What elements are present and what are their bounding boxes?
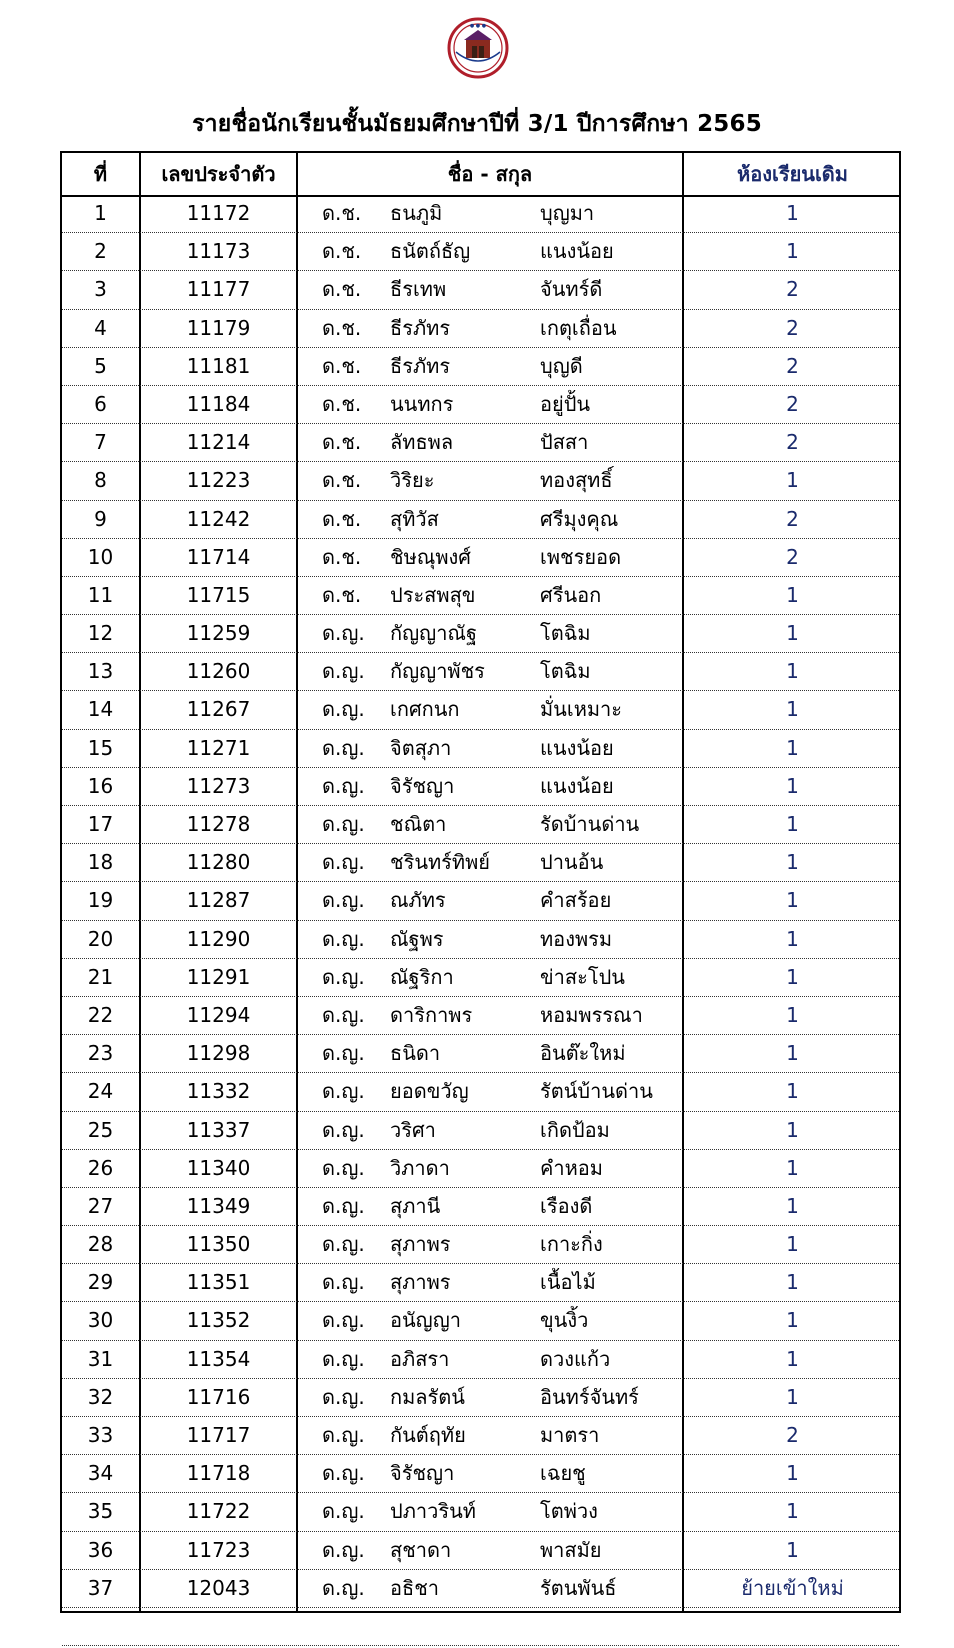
- student-previous-room: 2: [786, 1423, 799, 1447]
- student-prefix: ด.ญ.: [322, 1232, 365, 1257]
- student-prefix: ด.ช.: [322, 430, 362, 455]
- student-id: 11271: [186, 735, 251, 760]
- table-row: [62, 1073, 899, 1111]
- student-previous-room: 1: [786, 201, 799, 225]
- student-prefix: ด.ช.: [322, 544, 362, 569]
- student-id: 11298: [186, 1041, 251, 1066]
- student-first-name: อธิชา: [390, 1575, 440, 1600]
- student-id: 11354: [186, 1346, 251, 1371]
- student-last-name: โตฉิม: [540, 621, 591, 646]
- table-row: [62, 271, 899, 309]
- student-first-name: อนัญญา: [390, 1308, 461, 1333]
- student-prefix: ด.ญ.: [322, 1461, 365, 1486]
- student-last-name: ทองสุทธิ์: [540, 468, 613, 493]
- student-no: 20: [87, 926, 114, 951]
- table-row: [62, 233, 899, 271]
- student-no: 9: [94, 506, 107, 531]
- table-row: [62, 1150, 899, 1188]
- student-no: 32: [87, 1384, 114, 1409]
- student-id: 11260: [186, 659, 251, 684]
- student-prefix: ด.ญ.: [322, 1193, 365, 1218]
- header-name: ชื่อ - สกุล: [447, 162, 533, 186]
- student-first-name: อภิสรา: [390, 1346, 450, 1371]
- student-first-name: ยอดขวัญ: [390, 1079, 469, 1104]
- student-last-name: ปานอ้น: [540, 850, 604, 875]
- student-table: [60, 151, 901, 1613]
- student-prefix: ด.ญ.: [322, 1423, 365, 1447]
- student-first-name: ณัฐริกา: [390, 964, 454, 989]
- student-last-name: หอมพรรณา: [540, 1002, 643, 1027]
- table-row: [62, 844, 899, 882]
- student-last-name: มาตรา: [540, 1423, 600, 1447]
- student-first-name: จิรัชญา: [390, 773, 455, 798]
- student-no: 5: [94, 353, 107, 378]
- student-id: 11718: [186, 1461, 251, 1486]
- student-last-name: บุญมา: [540, 201, 595, 225]
- student-previous-room: 2: [786, 277, 799, 302]
- student-previous-room: 1: [786, 1041, 799, 1066]
- table-row: [62, 348, 899, 386]
- table-row: [62, 386, 899, 424]
- table-row: [62, 1379, 899, 1417]
- student-last-name: ขุนงิ้ว: [540, 1308, 589, 1333]
- student-prefix: ด.ญ.: [322, 1346, 365, 1371]
- student-no: 24: [87, 1079, 114, 1104]
- student-previous-room: 1: [786, 659, 799, 684]
- student-last-name: รัดบ้านด่าน: [540, 812, 640, 836]
- student-id: 11716: [186, 1384, 251, 1409]
- student-no: 23: [87, 1041, 114, 1066]
- table-row: [62, 1570, 899, 1608]
- student-prefix: ด.ญ.: [322, 812, 365, 836]
- student-previous-room: 1: [786, 773, 799, 798]
- table-row: [62, 921, 899, 959]
- table-row: [62, 959, 899, 997]
- student-id: 11173: [186, 239, 251, 264]
- student-id: 11214: [186, 430, 251, 455]
- student-no: 15: [87, 735, 114, 760]
- student-first-name: สุภาพร: [390, 1232, 451, 1257]
- student-last-name: เฉยชู: [540, 1461, 586, 1486]
- table-row: [62, 1226, 899, 1264]
- table-row: [62, 615, 899, 653]
- student-last-name: แนงน้อย: [540, 773, 614, 798]
- student-no: 3: [94, 277, 107, 302]
- table-row: [62, 1035, 899, 1073]
- student-first-name: ณัฐพร: [390, 926, 444, 951]
- student-first-name: ปภาวรินท์: [390, 1499, 476, 1524]
- student-id: 11351: [186, 1270, 251, 1295]
- student-no: 11: [87, 582, 114, 607]
- student-last-name: ข่าสะโปน: [540, 964, 625, 989]
- student-no: 21: [87, 964, 114, 989]
- student-previous-room: 1: [786, 735, 799, 760]
- student-previous-room: 1: [786, 621, 799, 646]
- header-id: เลขประจำตัว: [161, 162, 276, 186]
- student-id: 11714: [186, 544, 251, 569]
- student-no: 7: [94, 430, 107, 455]
- student-no: 22: [87, 1002, 114, 1027]
- student-previous-room: 2: [786, 544, 799, 569]
- student-previous-room: 1: [786, 1499, 799, 1524]
- table-row: [62, 1188, 899, 1226]
- student-last-name: ทองพรม: [540, 926, 613, 951]
- student-previous-room: 1: [786, 1193, 799, 1218]
- student-no: 10: [87, 544, 114, 569]
- student-first-name: กันต์ฤทัย: [390, 1423, 466, 1447]
- table-row: [62, 806, 899, 844]
- student-previous-room: 1: [786, 468, 799, 493]
- student-no: 25: [87, 1117, 114, 1142]
- student-no: 8: [94, 468, 107, 493]
- student-prefix: ด.ช.: [322, 201, 362, 225]
- student-no: 12: [87, 621, 114, 646]
- student-id: 11350: [186, 1232, 251, 1257]
- student-id: 11349: [186, 1193, 251, 1218]
- student-previous-room: 2: [786, 391, 799, 416]
- student-last-name: รัตนพันธ์: [540, 1575, 617, 1600]
- student-prefix: ด.ช.: [322, 277, 362, 302]
- student-previous-room: 1: [786, 964, 799, 989]
- table-row: [62, 1455, 899, 1493]
- student-id: 11273: [186, 773, 251, 798]
- student-prefix: ด.ญ.: [322, 1117, 365, 1142]
- student-previous-room: 1: [786, 1461, 799, 1486]
- student-first-name: สุภาพร: [390, 1270, 451, 1295]
- student-no: 26: [87, 1155, 114, 1180]
- student-no: 28: [87, 1232, 114, 1257]
- student-id: 11340: [186, 1155, 251, 1180]
- student-previous-room: 2: [786, 430, 799, 455]
- student-id: 11242: [186, 506, 251, 531]
- student-first-name: ธนิดา: [390, 1041, 441, 1066]
- student-prefix: ด.ญ.: [322, 888, 365, 913]
- student-first-name: ลัทธพล: [390, 430, 454, 455]
- table-header: [62, 153, 899, 197]
- student-id: 11181: [186, 353, 251, 378]
- table-row: [62, 1112, 899, 1150]
- student-previous-room: 1: [786, 1155, 799, 1180]
- student-last-name: แนงน้อย: [540, 735, 614, 760]
- student-id: 11280: [186, 850, 251, 875]
- student-no: 17: [87, 812, 114, 836]
- student-last-name: ดวงแก้ว: [540, 1346, 611, 1371]
- student-prefix: ด.ช.: [322, 353, 362, 378]
- student-id: 11291: [186, 964, 251, 989]
- student-prefix: ด.ญ.: [322, 773, 365, 798]
- student-last-name: ศรีนอก: [540, 582, 602, 607]
- table-row: [62, 462, 899, 500]
- student-id: 11715: [186, 582, 251, 607]
- student-no: 16: [87, 773, 114, 798]
- student-prefix: ด.ช.: [322, 506, 362, 531]
- student-last-name: คำหอม: [540, 1155, 603, 1180]
- table-row: [62, 691, 899, 729]
- student-prefix: ด.ญ.: [322, 850, 365, 875]
- student-previous-room: 2: [786, 353, 799, 378]
- student-last-name: แนงน้อย: [540, 239, 614, 264]
- student-last-name: จันทร์ดี: [540, 277, 603, 302]
- student-previous-room: 1: [786, 239, 799, 264]
- student-last-name: ศรีมุงคุณ: [540, 506, 619, 531]
- student-last-name: ปัสสา: [540, 430, 589, 455]
- student-id: 11172: [186, 201, 251, 225]
- student-id: 11723: [186, 1537, 251, 1562]
- student-previous-room: 1: [786, 1270, 799, 1295]
- table-row: [62, 577, 899, 615]
- student-previous-room: 1: [786, 1537, 799, 1562]
- student-id: [141, 1608, 296, 1645]
- student-prefix: ด.ช.: [322, 468, 362, 493]
- student-no: 6: [94, 391, 107, 416]
- student-previous-room: 1: [786, 888, 799, 913]
- student-no: 13: [87, 659, 114, 684]
- student-previous-room: 1: [786, 926, 799, 951]
- student-prefix: ด.ญ.: [322, 1537, 365, 1562]
- student-id: 11267: [186, 697, 251, 722]
- student-prefix: ด.ญ.: [322, 964, 365, 989]
- student-no: 31: [87, 1346, 114, 1371]
- student-last-name: เรืองดี: [540, 1193, 593, 1218]
- student-prefix: ด.ช.: [322, 315, 362, 340]
- student-first-name: สุภานี: [390, 1193, 441, 1218]
- student-prefix: ด.ญ.: [322, 697, 365, 722]
- student-last-name: เนื้อไม้: [540, 1270, 596, 1295]
- table-row: [62, 997, 899, 1035]
- student-first-name: กัญญาณัฐ: [390, 621, 478, 646]
- table-row: [62, 1302, 899, 1340]
- table-row: [62, 501, 899, 539]
- student-first-name: กมลรัตน์: [390, 1384, 465, 1409]
- student-last-name: พาสมัย: [540, 1537, 602, 1562]
- student-last-name: อินทร์จันทร์: [540, 1384, 639, 1409]
- table-row: [62, 882, 899, 920]
- student-no: 30: [87, 1308, 114, 1333]
- student-prefix: ด.ช.: [322, 239, 362, 264]
- table-row: [62, 424, 899, 462]
- student-previous-room: 1: [786, 1079, 799, 1104]
- student-id: 11184: [186, 391, 251, 416]
- student-prefix: ด.ญ.: [322, 659, 365, 684]
- student-prefix: ด.ญ.: [322, 1041, 365, 1066]
- student-first-name: ณภัทร: [390, 888, 446, 913]
- table-row: [62, 539, 899, 577]
- student-id: 12043: [186, 1575, 251, 1600]
- student-previous-room: 2: [786, 315, 799, 340]
- student-prefix: ด.ญ.: [322, 735, 365, 760]
- student-last-name: รัตน์บ้านด่าน: [540, 1079, 653, 1104]
- svg-text:● ● ●: ● ● ●: [469, 23, 487, 29]
- table-row: [62, 1341, 899, 1379]
- table-row: [62, 1417, 899, 1455]
- student-no: 36: [87, 1537, 114, 1562]
- student-first-name: ชรินทร์ทิพย์: [390, 850, 490, 875]
- student-first-name: ชิษณุพงศ์: [390, 544, 471, 569]
- student-prefix: ด.ช.: [322, 391, 362, 416]
- student-last-name: เพชรยอด: [540, 544, 622, 569]
- student-no: 4: [94, 315, 107, 340]
- student-first-name: ธนัตถ์ธัญ: [390, 239, 471, 264]
- student-prefix: ด.ญ.: [322, 1002, 365, 1027]
- student-no: 27: [87, 1193, 114, 1218]
- student-first-name: นนทกร: [390, 391, 454, 416]
- header-room: ห้องเรียนเดิม: [737, 162, 848, 186]
- student-no: 2: [94, 239, 107, 264]
- student-first-name: ดาริกาพร: [390, 1002, 473, 1027]
- student-previous-room: 2: [786, 506, 799, 531]
- student-last-name: คำสร้อย: [540, 888, 612, 913]
- table-row: [62, 653, 899, 691]
- table-row: [62, 310, 899, 348]
- student-id: 11259: [186, 621, 251, 646]
- student-previous-room: [684, 1608, 901, 1645]
- student-no: 19: [87, 888, 114, 913]
- student-prefix: ด.ญ.: [322, 1308, 365, 1333]
- student-first-name: ธีรภัทร: [390, 353, 451, 378]
- student-no: 34: [87, 1461, 114, 1486]
- student-no: 37: [87, 1575, 114, 1600]
- table-body: [62, 195, 899, 1646]
- student-id: 11179: [186, 315, 251, 340]
- student-last-name: เกาะกิ่ง: [540, 1232, 603, 1257]
- student-first-name: ธีรภัทร: [390, 315, 451, 340]
- student-previous-room: 1: [786, 850, 799, 875]
- student-previous-room: ย้ายเข้าใหม่: [741, 1575, 844, 1600]
- student-previous-room: 1: [786, 1384, 799, 1409]
- page-title: รายชื่อนักเรียนชั้นมัธยมศึกษาปีที่ 3/1 ปีการศึกษา 2565: [192, 111, 762, 137]
- student-id: 11278: [186, 812, 251, 836]
- student-first-name: วริศา: [390, 1117, 436, 1142]
- student-no: 33: [87, 1423, 114, 1447]
- student-no: [62, 1608, 139, 1645]
- student-id: 11290: [186, 926, 251, 951]
- student-id: 11223: [186, 468, 251, 493]
- student-previous-room: 1: [786, 1346, 799, 1371]
- student-id: 11287: [186, 888, 251, 913]
- student-previous-room: 1: [786, 582, 799, 607]
- student-first-name: กัญญาพัชร: [390, 659, 485, 684]
- student-first-name: ชณิตา: [390, 812, 447, 836]
- table-row: [62, 1532, 899, 1570]
- student-first-name: วิภาดา: [390, 1155, 450, 1180]
- student-id: 11294: [186, 1002, 251, 1027]
- student-prefix: ด.ญ.: [322, 926, 365, 951]
- student-id: 11177: [186, 277, 251, 302]
- student-previous-room: 1: [786, 1117, 799, 1142]
- student-previous-room: 1: [786, 1308, 799, 1333]
- student-prefix: ด.ญ.: [322, 621, 365, 646]
- student-first-name: ธีรเทพ: [390, 277, 447, 302]
- student-last-name: บุญดี: [540, 353, 583, 378]
- student-prefix: ด.ญ.: [322, 1384, 365, 1409]
- student-last-name: โตพ่วง: [540, 1499, 598, 1524]
- student-previous-room: 1: [786, 1232, 799, 1257]
- student-first-name: สุทิวัส: [390, 506, 439, 531]
- student-last-name: อินต๊ะใหม่: [540, 1041, 626, 1066]
- student-id: 11337: [186, 1117, 251, 1142]
- student-no: 14: [87, 697, 114, 722]
- table-row: [62, 1264, 899, 1302]
- student-first-name: วิริยะ: [390, 468, 435, 493]
- student-no: 18: [87, 850, 114, 875]
- student-id: 11352: [186, 1308, 251, 1333]
- student-prefix: ด.ญ.: [322, 1575, 365, 1600]
- student-first-name: เกศกนก: [390, 697, 460, 722]
- student-prefix: ด.ญ.: [322, 1079, 365, 1104]
- student-previous-room: 1: [786, 697, 799, 722]
- student-last-name: โตฉิม: [540, 659, 591, 684]
- student-prefix: ด.ญ.: [322, 1499, 365, 1524]
- student-previous-room: 1: [786, 812, 799, 836]
- table-row: [62, 195, 899, 233]
- student-prefix: ด.ช.: [322, 582, 362, 607]
- student-first-name: สุชาดา: [390, 1537, 452, 1562]
- student-last-name: เกิดป้อม: [540, 1117, 610, 1142]
- student-first-name: ธนภูมิ: [390, 201, 443, 225]
- student-previous-room: 1: [786, 1002, 799, 1027]
- table-row: [62, 730, 899, 768]
- school-logo: [446, 12, 510, 96]
- student-last-name: เกตุเถื่อน: [540, 315, 617, 340]
- student-first-name: จิตสุภา: [390, 735, 452, 760]
- table-row: [62, 768, 899, 806]
- table-row: [62, 1608, 899, 1646]
- student-id: 11722: [186, 1499, 251, 1524]
- student-id: 11717: [186, 1423, 251, 1447]
- student-no: 35: [87, 1499, 114, 1524]
- student-last-name: มั่นเหมาะ: [540, 697, 623, 722]
- student-prefix: ด.ญ.: [322, 1270, 365, 1295]
- student-no: 1: [94, 201, 107, 225]
- student-id: 11332: [186, 1079, 251, 1104]
- student-first-name: จิรัชญา: [390, 1461, 455, 1486]
- header-no: ที่: [93, 162, 108, 186]
- table-row: [62, 1493, 899, 1531]
- student-no: 29: [87, 1270, 114, 1295]
- student-first-name: ประสพสุข: [390, 582, 476, 607]
- student-prefix: ด.ญ.: [322, 1155, 365, 1180]
- student-last-name: อยู่ปั้น: [540, 391, 591, 416]
